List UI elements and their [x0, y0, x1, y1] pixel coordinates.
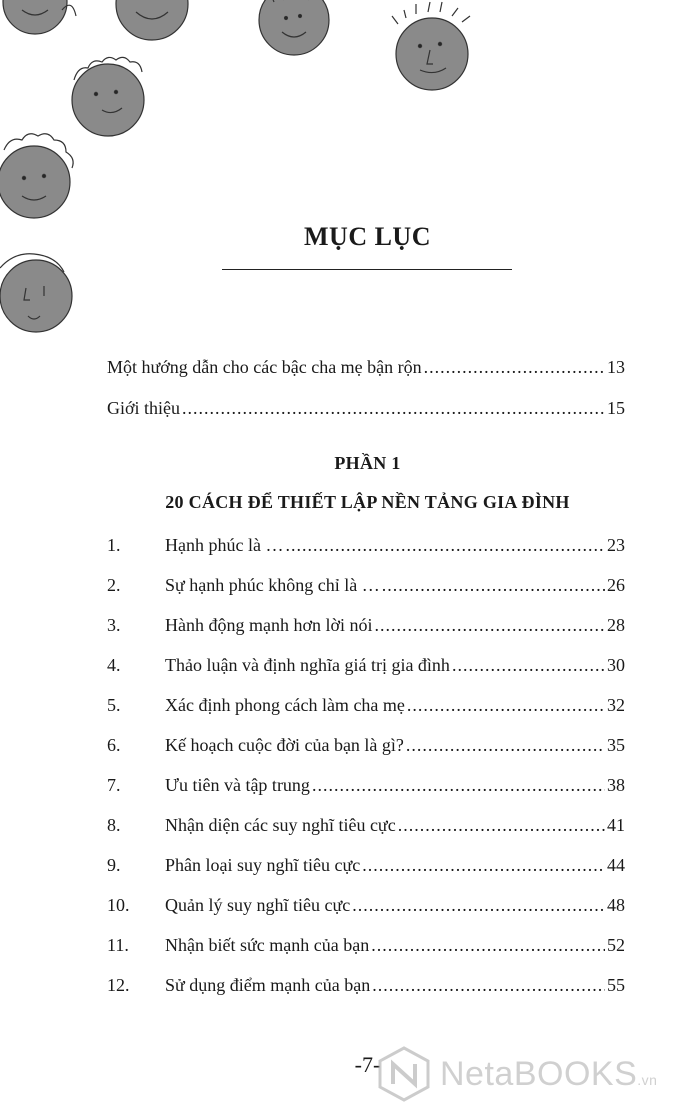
leader-dots: [371, 932, 605, 958]
watermark-brand: NetaBOOKS: [440, 1054, 638, 1093]
toc-entry-page: 15: [607, 398, 625, 418]
chapter-page: 26: [607, 575, 625, 595]
chapter-title: Xác định phong cách làm cha mẹ: [165, 695, 405, 715]
toc-chapter-entry[interactable]: [107, 972, 625, 998]
leader-dots: [398, 812, 605, 838]
smiley-face-icon: [259, 0, 329, 55]
toc-heading: MỤC LỤC: [304, 222, 431, 251]
toc-chapter-entry[interactable]: [107, 892, 625, 918]
toc-entry[interactable]: [107, 354, 625, 380]
toc-chapter-entry[interactable]: [107, 532, 625, 558]
chapter-number: 3.: [107, 615, 121, 635]
leader-dots: [406, 732, 605, 758]
chapter-title: Nhận diện các suy nghĩ tiêu cực: [165, 815, 396, 835]
chapter-page: 28: [607, 615, 625, 635]
chapter-title: Nhận biết sức mạnh của bạn: [165, 935, 370, 955]
chapter-title: Hạnh phúc là …: [165, 535, 284, 555]
chapter-title: Phân loại suy nghĩ tiêu cực: [165, 855, 361, 875]
chapter-number: 9.: [107, 855, 121, 875]
leader-dots: [382, 572, 605, 598]
chapter-number: 11.: [107, 935, 129, 955]
chapter-number: 10.: [107, 895, 130, 915]
watermark-suffix: .vn: [637, 1071, 658, 1088]
chapter-title: Kế hoạch cuộc đời của bạn là gì?: [165, 735, 404, 755]
smiley-face-icon: [3, 0, 76, 34]
leader-dots: [182, 395, 605, 421]
chapter-page: 23: [607, 535, 625, 555]
chapter-number: 8.: [107, 815, 121, 835]
chapter-number: 7.: [107, 775, 121, 795]
chapter-number: 4.: [107, 655, 121, 675]
chapter-page: 30: [607, 655, 625, 675]
chapter-title: Sự hạnh phúc không chỉ là …: [165, 575, 380, 595]
toc-entry-title: Một hướng dẫn cho các bậc cha mẹ bận rộn: [107, 357, 422, 377]
page-number: -7-: [354, 1052, 381, 1077]
part-label: PHẦN 1: [334, 453, 401, 473]
chapter-number: 5.: [107, 695, 121, 715]
chapter-page: 35: [607, 735, 625, 755]
chapter-number: 2.: [107, 575, 121, 595]
toc-chapter-entry[interactable]: [107, 692, 625, 718]
chapter-page: 55: [607, 975, 625, 995]
toc-chapter-entry[interactable]: [107, 812, 625, 838]
netabooks-logo-icon: [376, 1046, 432, 1102]
smiley-face-icon: [116, 0, 188, 40]
chapter-number: 1.: [107, 535, 121, 555]
smiley-face-icon: [0, 134, 73, 218]
smiley-faces-decoration: [0, 0, 700, 340]
toc-chapter-entry[interactable]: [107, 732, 625, 758]
chapter-page: 32: [607, 695, 625, 715]
leader-dots: [362, 852, 605, 878]
leader-dots: [285, 532, 605, 558]
toc-entry-page: 13: [607, 357, 625, 377]
leader-dots: [424, 354, 605, 380]
smiley-face-icon: [392, 2, 470, 90]
smiley-face-icon: [0, 254, 72, 332]
chapter-title: Hành động mạnh hơn lời nói: [165, 615, 373, 635]
watermark: [376, 1044, 696, 1104]
leader-dots: [407, 692, 605, 718]
toc-chapter-entry[interactable]: [107, 652, 625, 678]
toc-chapter-entry[interactable]: [107, 852, 625, 878]
chapter-title: Thảo luận và định nghĩa giá trị gia đình: [165, 655, 450, 675]
chapter-page: 41: [607, 815, 625, 835]
chapter-number: 12.: [107, 975, 130, 995]
chapter-page: 48: [607, 895, 625, 915]
chapter-page: 44: [607, 855, 625, 875]
leader-dots: [372, 972, 605, 998]
chapter-title: Sử dụng điểm mạnh của bạn: [165, 975, 371, 995]
leader-dots: [452, 652, 605, 678]
toc-chapter-entry[interactable]: [107, 932, 625, 958]
toc-chapter-entry[interactable]: [107, 572, 625, 598]
leader-dots: [375, 612, 605, 638]
toc-entry[interactable]: [107, 395, 625, 421]
leader-dots: [352, 892, 605, 918]
chapter-title: Ưu tiên và tập trung: [165, 775, 310, 795]
chapter-title: Quản lý suy nghĩ tiêu cực: [165, 895, 351, 915]
chapter-number: 6.: [107, 735, 121, 755]
toc-chapter-entry[interactable]: [107, 612, 625, 638]
toc-chapter-entry[interactable]: [107, 772, 625, 798]
toc-entry-title: Giới thiệu: [107, 398, 181, 418]
chapter-page: 38: [607, 775, 625, 795]
part-title: 20 CÁCH ĐỂ THIẾT LẬP NỀN TẢNG GIA ĐÌNH: [165, 492, 570, 512]
chapter-page: 52: [607, 935, 625, 955]
heading-underline: [222, 269, 512, 270]
smiley-face-icon: [72, 57, 144, 136]
leader-dots: [312, 772, 605, 798]
